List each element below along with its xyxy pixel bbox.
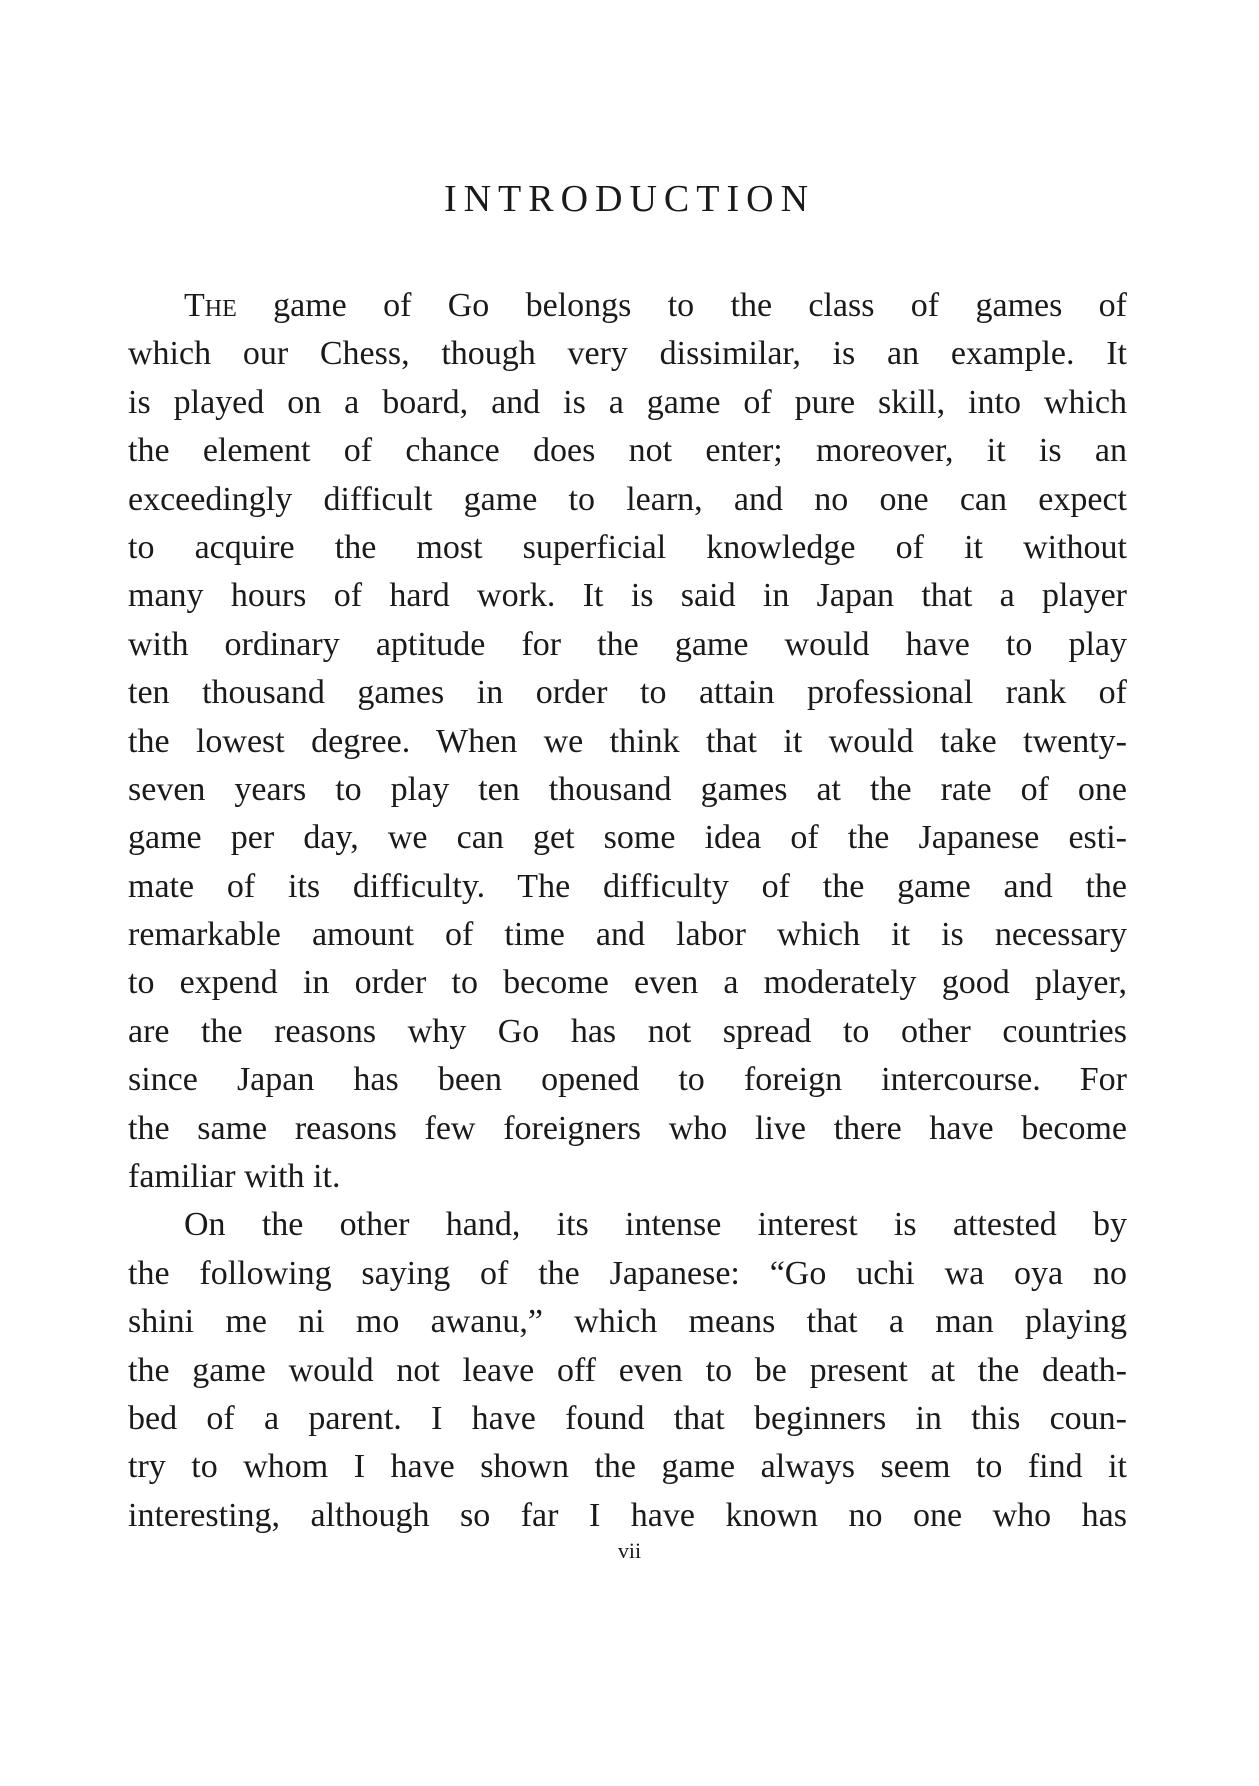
page-number: vii (617, 1538, 642, 1563)
text-line: ten thousand games in order to attain professional rank of (128, 674, 1127, 712)
text-line: is played on a board, and is a game of pure skill, into which (128, 383, 1127, 421)
text-line: are the reasons why Go has not spread to other countries (128, 1012, 1127, 1050)
text-line: which our Chess, though very dissimilar, is an example. It (128, 335, 1127, 373)
text-line: game per day, we can get some idea of the Japanese esti- (128, 819, 1127, 857)
text-line: interesting, although so far I have known no one who has (128, 1496, 1127, 1534)
text-line: remarkable amount of time and labor which it is necessary (128, 916, 1127, 954)
text-line: familiar with it. (128, 1158, 341, 1196)
text-line: mate of its difficulty. The difficulty of the game and the (128, 867, 1127, 905)
text-line: try to whom I have shown the game always seem to find it (128, 1448, 1127, 1486)
text-line: exceedingly difficult game to learn, and no one can expect (128, 480, 1127, 518)
text-line: shini me ni mo awanu,” which means that a man playing (128, 1303, 1127, 1341)
text-line: the following saying of the Japanese: “Go uchi wa oya no (128, 1254, 1127, 1292)
text-line: bed of a parent. I have found that beginners in this coun- (128, 1399, 1127, 1437)
text-line: to expend in order to become even a moderately good player, (128, 964, 1127, 1002)
text-line: to acquire the most superficial knowledge of it without (128, 528, 1127, 566)
text-line: On the other hand, its intense interest is attested by (184, 1206, 1127, 1244)
paragraph-1 (128, 282, 1127, 1201)
text-line: many hours of hard work. It is said in Japan that a player (128, 577, 1127, 615)
text-line: with ordinary aptitude for the game would have to play (128, 625, 1127, 663)
lead-word: The (184, 287, 237, 324)
text-line: the element of chance does not enter; moreover, it is an (128, 432, 1127, 470)
body-text (128, 282, 1127, 1540)
chapter-title: INTRODUCTION (443, 178, 816, 220)
text-line: the game would not leave off even to be present at the death- (128, 1351, 1127, 1389)
text-line: The game of Go belongs to the class of games of (184, 287, 1127, 324)
text-line: the same reasons few foreigners who live there have become (128, 1109, 1127, 1147)
text-line: the lowest degree. When we think that it would take twenty- (128, 722, 1127, 760)
text-line: since Japan has been opened to foreign intercourse. For (128, 1061, 1127, 1099)
paragraph-2 (128, 1201, 1127, 1540)
text-line: seven years to play ten thousand games at the rate of one (128, 770, 1127, 808)
